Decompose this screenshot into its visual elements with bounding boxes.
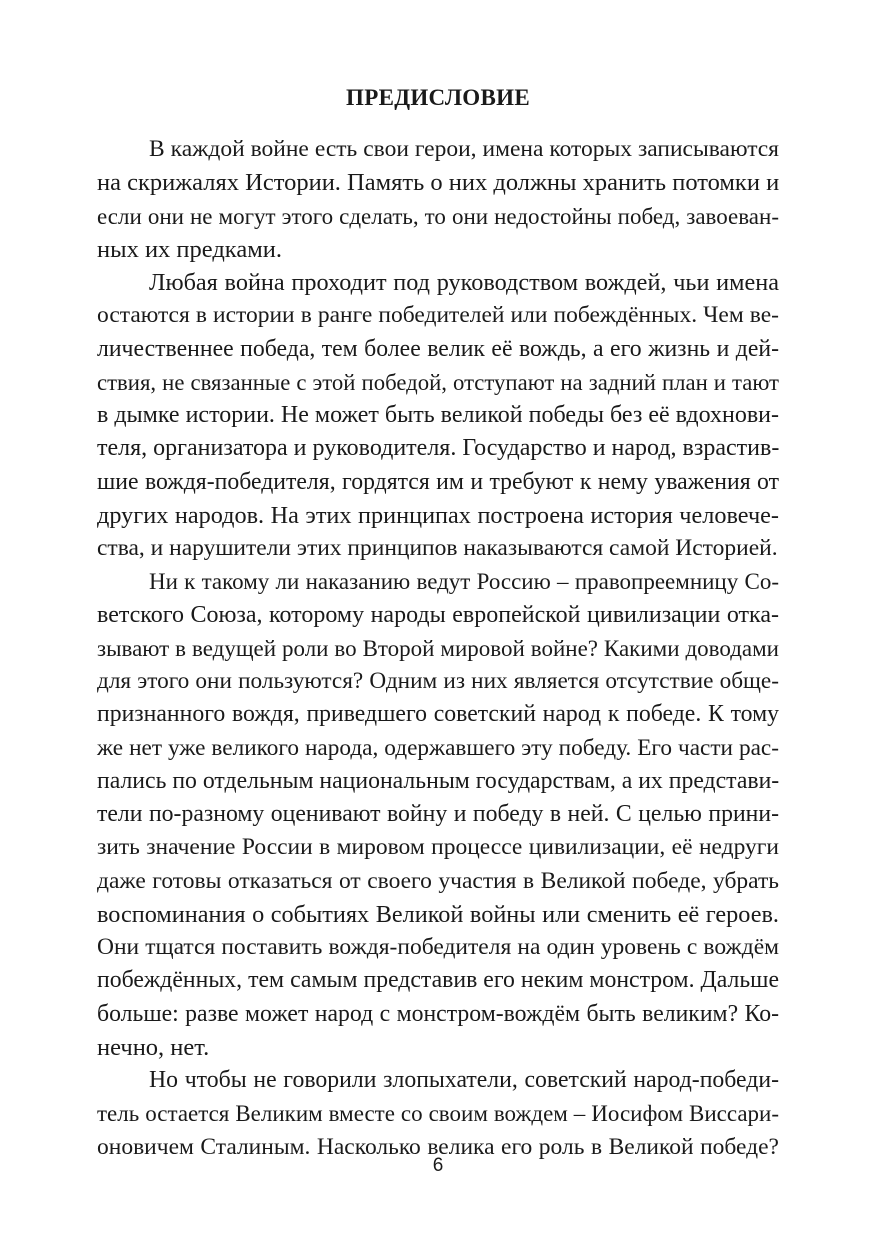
paragraph <box>97 133 779 266</box>
text-line: тели по-разному оценивают войну и победу в ней. С целью прини- <box>97 801 779 827</box>
text-line: зить значение России в мировом процессе цивилизации, её недруги <box>97 834 779 861</box>
text-line: признанного вождя, приведшего советский народ к победе. К тому <box>97 701 779 728</box>
text-line: ствия, не связанные с этой победой, отступают на задний план и тают <box>97 369 779 395</box>
text-line: на скрижалях Истории. Память о них должны хранить потомки и <box>97 169 780 197</box>
text-line: В каждой войне есть свои герои, имена которых записываются <box>149 136 779 162</box>
text-line: больше: разве может народ с монстром-вождём быть великим? Ко- <box>97 1000 779 1027</box>
text-line: побеждённых, тем самым представив его неким монстром. Дальше <box>97 967 779 994</box>
text-line: воспоминания о событиях Великой войны или сменить её героев. <box>97 900 779 928</box>
text-line: ства, и нарушители этих принципов наказываются самой Историей. <box>97 535 778 561</box>
text-line: Любая война проходит под руководством вождей, чьи имена <box>149 269 779 296</box>
chapter-title: ПРЕДИСЛОВИЕ <box>346 85 530 110</box>
text-line: нечно, нет. <box>97 1033 210 1061</box>
paragraph <box>97 1064 779 1164</box>
text-line: же нет уже великого народа, одержавшего эту победу. Его части рас- <box>97 734 779 761</box>
text-line: оновичем Сталиным. Насколько велика его роль в Великой победе? <box>97 1133 779 1160</box>
text-line: тель остается Великим вместе со своим вождем – Иосифом Виссари- <box>97 1101 779 1127</box>
text-line: Ни к такому ли наказанию ведут Россию – правопреемницу Со- <box>149 569 779 595</box>
text-line: зывают в ведущей роли во Второй мировой войне? Какими доводами <box>97 635 779 661</box>
paragraph <box>97 266 779 565</box>
paragraph <box>97 565 779 1064</box>
text-line: для этого они пользуются? Одним из них является отсутствие обще- <box>97 668 779 694</box>
text-line: ных их предками. <box>97 235 282 263</box>
text-line: остаются в истории в ранге победителей или побеждённых. Чем ве- <box>97 302 779 329</box>
text-line: других народов. На этих принципах построена история человече- <box>97 501 779 529</box>
text-line: ветского Союза, которому народы европейской цивилизации отка- <box>97 601 779 628</box>
page-number: 6 <box>432 1155 444 1176</box>
text-line: Но чтобы не говорили злопыхатели, советский народ-победи- <box>149 1067 779 1093</box>
text-line: если они не могут этого сделать, то они недостойны побед, завоеван- <box>97 203 779 229</box>
text-line: шие вождя-победителя, гордятся им и требуют к нему уважения от <box>97 468 779 495</box>
text-line: пались по отдельным национальным государствам, а их представи- <box>97 767 780 794</box>
text-line: личественнее победа, тем более велик её вождь, а его жизнь и дей- <box>97 335 779 362</box>
text-line: Они тщатся поставить вождя-победителя на один уровень с вождём <box>97 934 779 960</box>
text-line: в дымке истории. Не может быть великой победы без её вдохнови- <box>97 402 780 428</box>
text-line: теля, организатора и руководителя. Государство и народ, взрастив- <box>97 435 780 462</box>
body-text <box>97 133 779 1164</box>
text-line: даже готовы отказаться от своего участия в Великой победе, убрать <box>97 867 779 894</box>
